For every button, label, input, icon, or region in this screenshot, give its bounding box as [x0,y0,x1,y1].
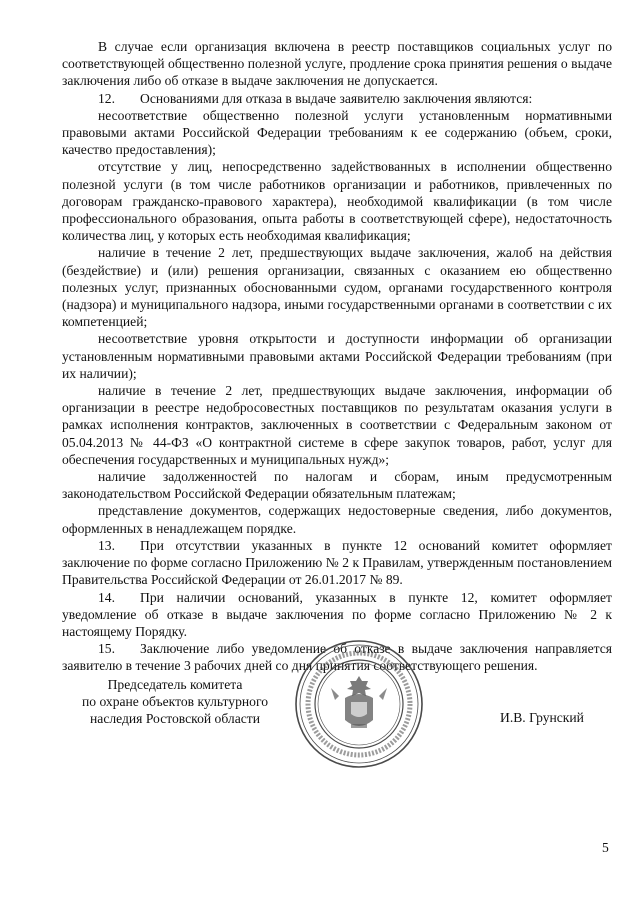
position-line: Председатель комитета [107,677,243,692]
paragraph: наличие в течение 2 лет, предшествующих выдаче заключения, информации об организации в реестре недобросовестных поставщиков по результатам оказания услуги в рамках исполнения контрактов, заключенных в соответствии с Федеральным законом от 05.04.2013 № 44-ФЗ «О контрактной системе в сфере закупок товаров, работ, услуг для обеспечения государственных и муниципальных нужд»; [62,383,612,467]
paragraph-number: 15. [98,641,115,657]
signatory-position [60,676,290,727]
page-number: 5 [602,840,609,855]
paragraph-number: 12. [98,90,115,106]
paragraph-15: 15. Заключение либо уведомление об отказе в выдаче заключения направляется заявителю в течение 3 рабочих дней со дня принятия соответствующего решения. [62,641,612,674]
paragraph: представление документов, содержащих недостоверные сведения, либо документов, оформленных в ненадлежащем порядке. [62,503,612,536]
paragraph: наличие задолженностей по налогам и сборам, иным предусмотренным законодательством Российской Федерации обязательным платежам; [62,469,612,502]
official-seal-icon [293,638,425,770]
signer-name: И.В. Грунский [500,710,584,725]
paragraph-13: 13. При отсутствии указанных в пункте 12 оснований комитет оформляет заключение по форме согласно Приложению № 2 к Правилам, утвержденным постановлением Правительства Российской Федерации от 26.01.2017 № 89. [62,537,612,588]
paragraph: несоответствие уровня открытости и доступности информации об организации установленным нормативными правовыми актами Российской Федерации требованиям (при их наличии); [62,331,612,381]
position-line: наследия Ростовской области [90,711,260,726]
paragraph-14: 14. При наличии оснований, указанных в пункте 12, комитет оформляет уведомление об отказе в выдаче заключения по форме согласно Приложению № 2 к настоящему Порядку. [62,589,612,639]
paragraph-number: 14. [98,589,115,605]
paragraph: несоответствие общественно полезной услуги установленным нормативными правовыми актами Российской Федерации требованиям к ее содержанию (объем, сроки, качество предоставления); [62,107,612,158]
document-body [62,38,612,675]
paragraph-12: 12. Основаниями для отказа в выдаче заявителю заключения являются: [98,90,533,106]
paragraph: В случае если организация включена в реестр поставщиков социальных услуг по соответствующей общественно полезной услуге, продление срока принятия решения о выдаче заключения либо об отказе в выдаче заключения не допускается. [62,39,612,89]
paragraph: отсутствие у лиц, непосредственно задействованных в исполнении общественно полезной услуги (в том числе работников организации и работников, привлеченных по договорам гражданско-правового характера), необходимой квалификации (в том числе профессионального образования, опыта работы в соответствующей сфере), недостаточность количества лиц, у которых есть необходимая квалификация; [62,159,612,244]
paragraph-number: 13. [98,537,115,553]
paragraph: наличие в течение 2 лет, предшествующих выдаче заключения, жалоб на действия (бездействие) и (или) решения организации, связанных с оказанием ею общественно полезных услуг, признанных обоснованными судом, органами государственного контроля (надзора) и муниципального надзора, иными государственными органами в соответствии с их компетенцией; [62,245,612,330]
position-line: по охране объектов культурного [81,694,269,709]
